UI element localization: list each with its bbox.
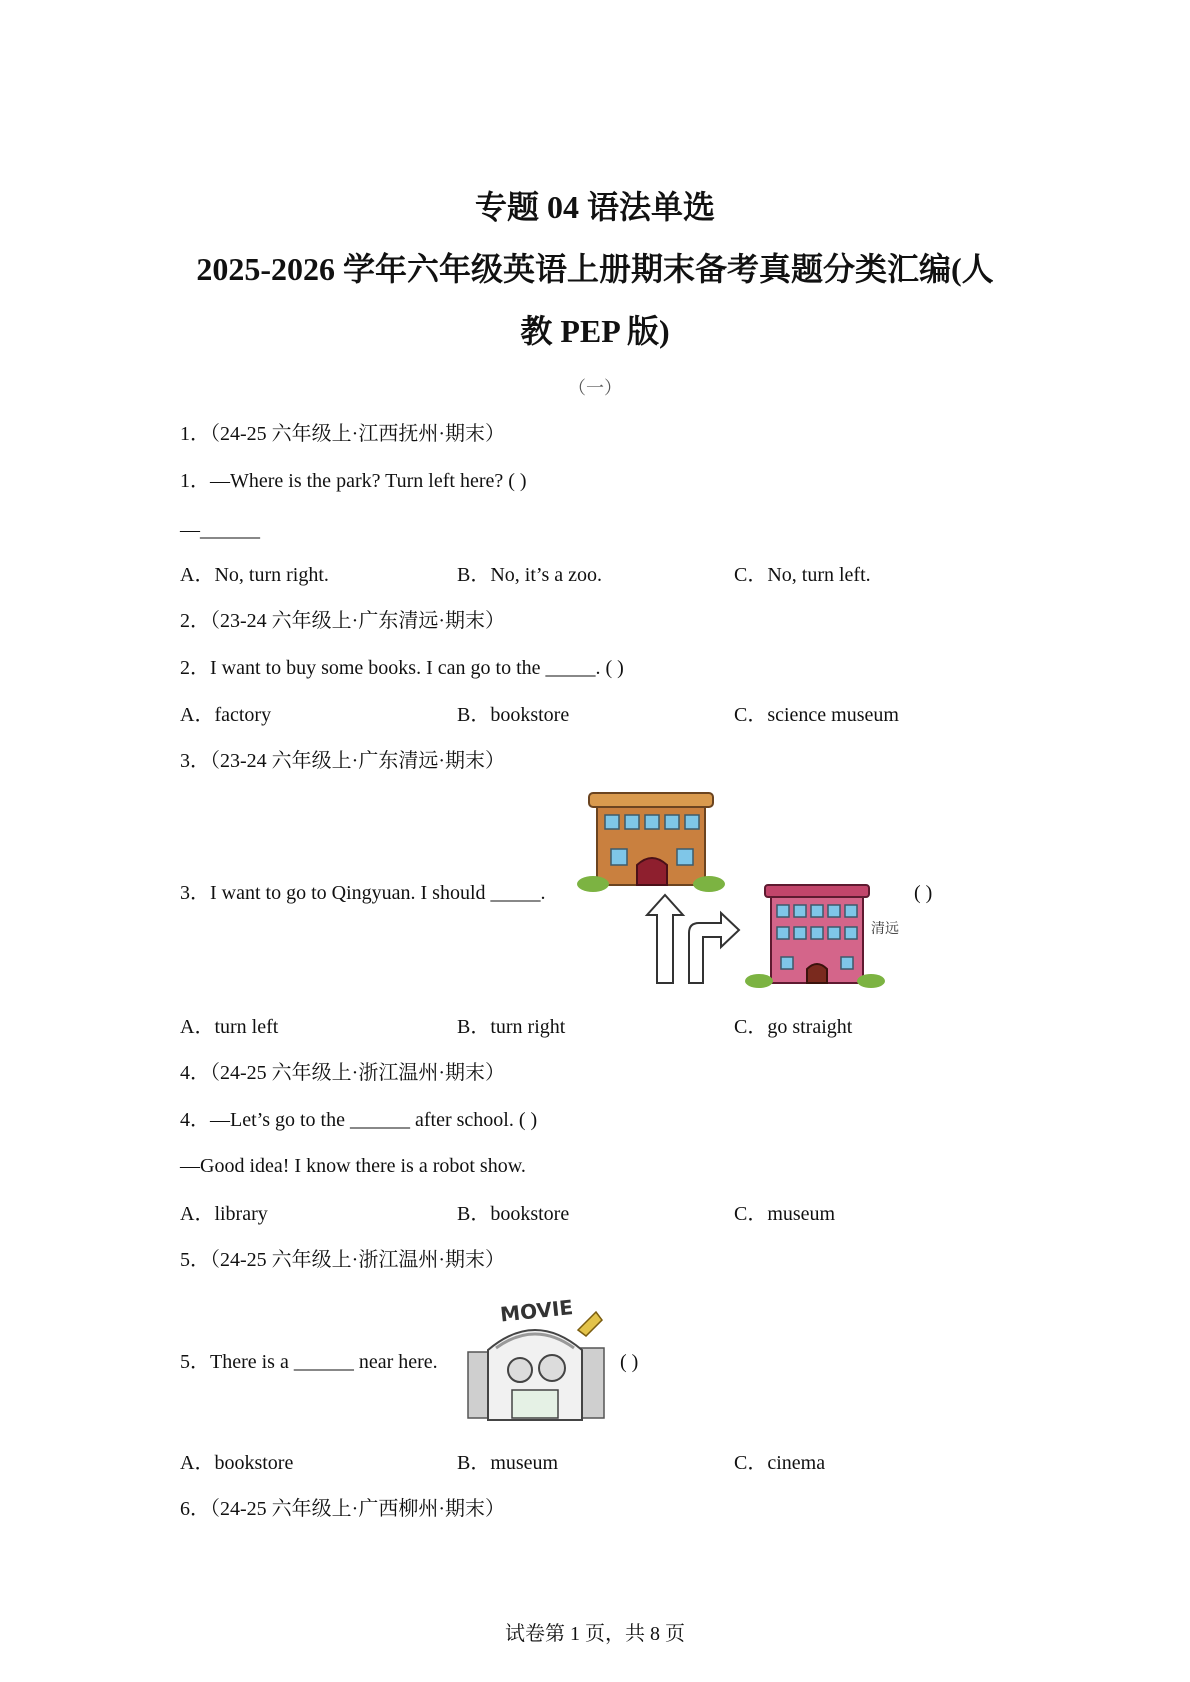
- question-5-option-c: C．cinema: [734, 1452, 826, 1474]
- question-3-option-b: B．turn right: [457, 1016, 566, 1038]
- section-mark: （一）: [568, 378, 622, 398]
- arrow-straight-icon: [647, 895, 683, 983]
- question-6-header: 6．（24-25 六年级上·广西柳州·期末）: [180, 1498, 505, 1520]
- question-1-option-b: B．No, it’s a zoo.: [457, 564, 602, 586]
- question-4-stem: 4．—Let’s go to the ______ after school. ( ): [180, 1109, 538, 1131]
- question-2-header: 2．（23-24 六年级上·广东清远·期末）: [180, 610, 505, 632]
- question-1-option-a: A．No, turn right.: [180, 564, 329, 586]
- question-3-header: 3．（23-24 六年级上·广东清远·期末）: [180, 750, 505, 772]
- question-2-option-c: C．science museum: [734, 704, 899, 726]
- page-title-line-3: 教 PEP 版): [520, 313, 670, 349]
- question-5-stem: 5．There is a ______ near here.: [180, 1351, 438, 1373]
- question-5-answer-paren: ( ): [620, 1351, 639, 1373]
- question-3-image-label: 清远: [871, 921, 899, 937]
- question-1-stem: 1．—Where is the park? Turn left here? ( ): [180, 470, 527, 492]
- question-4-option-b: B．bookstore: [457, 1203, 570, 1225]
- question-2-option-b: B．bookstore: [457, 704, 570, 726]
- question-2-option-a: A．factory: [180, 704, 272, 726]
- question-5-image-label: MOVIE: [499, 1295, 575, 1327]
- building-top-icon: [577, 793, 725, 892]
- arrow-right-turn-icon: [689, 913, 739, 983]
- question-5-cinema-picture: [460, 1290, 610, 1430]
- question-3-direction-picture: [575, 785, 899, 995]
- question-1-header: 1．（24-25 六年级上·江西抚州·期末）: [180, 423, 505, 445]
- page-title-line-1: 专题 04 语法单选: [474, 189, 715, 225]
- page-footer: 试卷第 1 页，共 8 页: [505, 1623, 685, 1645]
- question-5-header: 5．（24-25 六年级上·浙江温州·期末）: [180, 1249, 505, 1271]
- question-3-option-a: A．turn left: [180, 1016, 279, 1038]
- question-3-stem: 3．I want to go to Qingyuan. I should _____.: [180, 882, 546, 904]
- question-4-option-a: A．library: [180, 1203, 268, 1225]
- question-5-option-a: A．bookstore: [180, 1452, 294, 1474]
- question-1-option-c: C．No, turn left.: [734, 564, 871, 586]
- question-3-option-c: C．go straight: [734, 1016, 853, 1038]
- cinema-building-icon: [468, 1312, 604, 1420]
- page-title-line-2: 2025-2026 学年六年级英语上册期末备考真题分类汇编(人: [196, 251, 994, 287]
- question-4-reply: —Good idea! I know there is a robot show.: [180, 1155, 526, 1177]
- question-5-option-b: B．museum: [457, 1452, 559, 1474]
- question-2-stem: 2．I want to buy some books. I can go to the _____. ( ): [180, 657, 624, 679]
- question-1-answer-line: —______: [180, 519, 260, 541]
- question-4-option-c: C．museum: [734, 1203, 836, 1225]
- question-4-header: 4．（24-25 六年级上·浙江温州·期末）: [180, 1062, 505, 1084]
- building-bottom-icon: [745, 885, 885, 988]
- question-3-answer-paren: ( ): [914, 882, 933, 904]
